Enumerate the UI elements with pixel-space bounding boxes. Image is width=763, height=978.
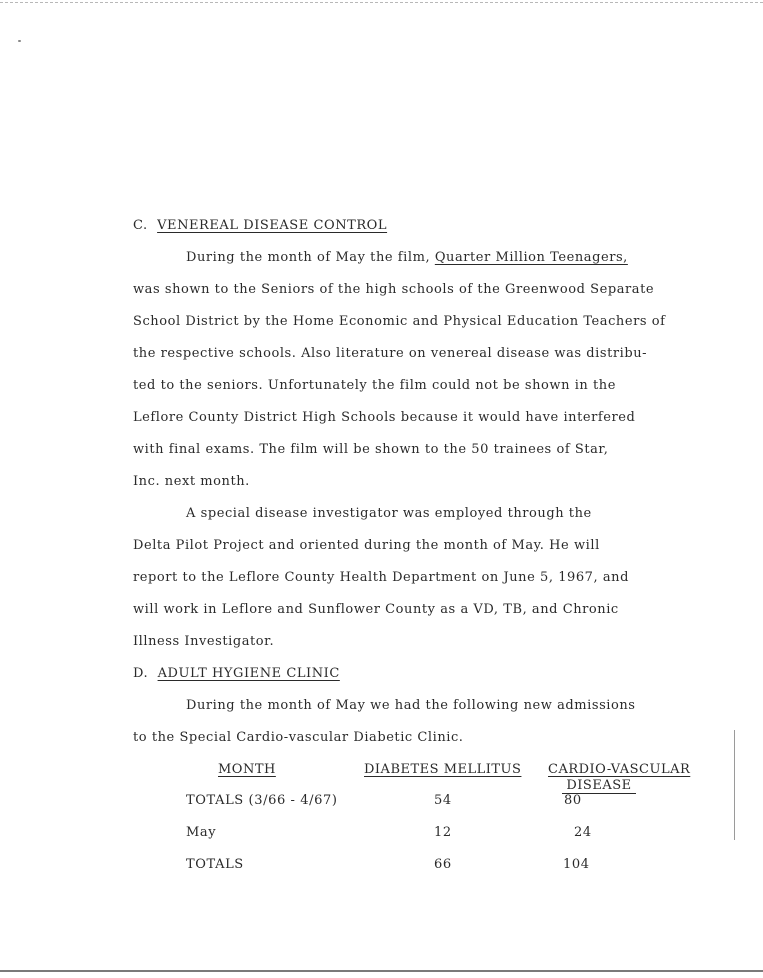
section-c-p2-line-4: will work in Leflore and Sunflower County as a VD, TB, and Chronic: [133, 602, 619, 617]
column-header-cardio: CARDIO-VASCULAR: [548, 762, 691, 777]
section-d-letter: D.: [133, 666, 149, 681]
section-c-heading: [133, 218, 387, 234]
section-c-p2-line-2: Delta Pilot Project and oriented during the month of May. He will: [133, 538, 600, 553]
section-c-letter: C.: [133, 218, 148, 233]
scan-edge-mark: [734, 730, 735, 840]
section-c-p1-line-2: was shown to the Seniors of the high schools of the Greenwood Separate: [133, 282, 655, 297]
diabetes-value: 54: [434, 793, 452, 808]
film-title: Quarter Million Teenagers,: [434, 250, 628, 265]
row-label: TOTALS (3/66 - 4/67): [186, 793, 338, 808]
section-d-p1-line-1: During the month of May we had the following new admissions: [186, 698, 636, 713]
top-dashed-edge: [0, 2, 763, 3]
section-c-p1-line-5: ted to the seniors. Unfortunately the film could not be shown in the: [133, 378, 616, 393]
section-c-p1-line-8: Inc. next month.: [133, 474, 250, 489]
row-label: TOTALS: [186, 857, 244, 872]
section-c-p1-line-7: with final exams. The film will be shown to the 50 trainees of Star,: [133, 442, 609, 457]
cardio-disease-label: DISEASE: [562, 778, 635, 794]
diabetes-value: 12: [434, 825, 452, 840]
section-c-p2-line-5: Illness Investigator.: [133, 634, 275, 649]
section-d-title: ADULT HYGIENE CLINIC: [157, 666, 340, 681]
row-label: May: [186, 825, 217, 840]
section-c-p1-line-6: Leflore County District High Schools because it would have interfered: [133, 410, 636, 425]
section-d-heading: [133, 666, 340, 682]
cardio-value: 80: [564, 793, 582, 808]
column-header-month: MONTH: [218, 762, 276, 777]
scan-speck: [18, 40, 21, 42]
column-header-diabetes: DIABETES MELLITUS: [364, 762, 522, 777]
section-c-p2-line-3: report to the Leflore County Health Department on June 5, 1967, and: [133, 570, 629, 585]
section-c-p1-line-4: the respective schools. Also literature on venereal disease was distribu-: [133, 346, 648, 361]
column-header-cardio-line2: [556, 778, 642, 794]
section-c-title: VENEREAL DISEASE CONTROL: [157, 218, 388, 233]
bottom-page-edge: [0, 970, 763, 972]
section-c-p1-line-3: School District by the Home Economic and Physical Education Teachers of: [133, 314, 666, 329]
p1-line1-text: During the month of May the film,: [186, 250, 431, 265]
section-d-p1-line-2: to the Special Cardio-vascular Diabetic Clinic.: [133, 730, 464, 745]
section-c-p1-line-1: [186, 250, 628, 266]
diabetes-value: 66: [434, 857, 452, 872]
section-c-p2-line-1: A special disease investigator was employed through the: [186, 506, 592, 521]
cardio-value: 104: [563, 857, 590, 872]
cardio-value: 24: [574, 825, 592, 840]
